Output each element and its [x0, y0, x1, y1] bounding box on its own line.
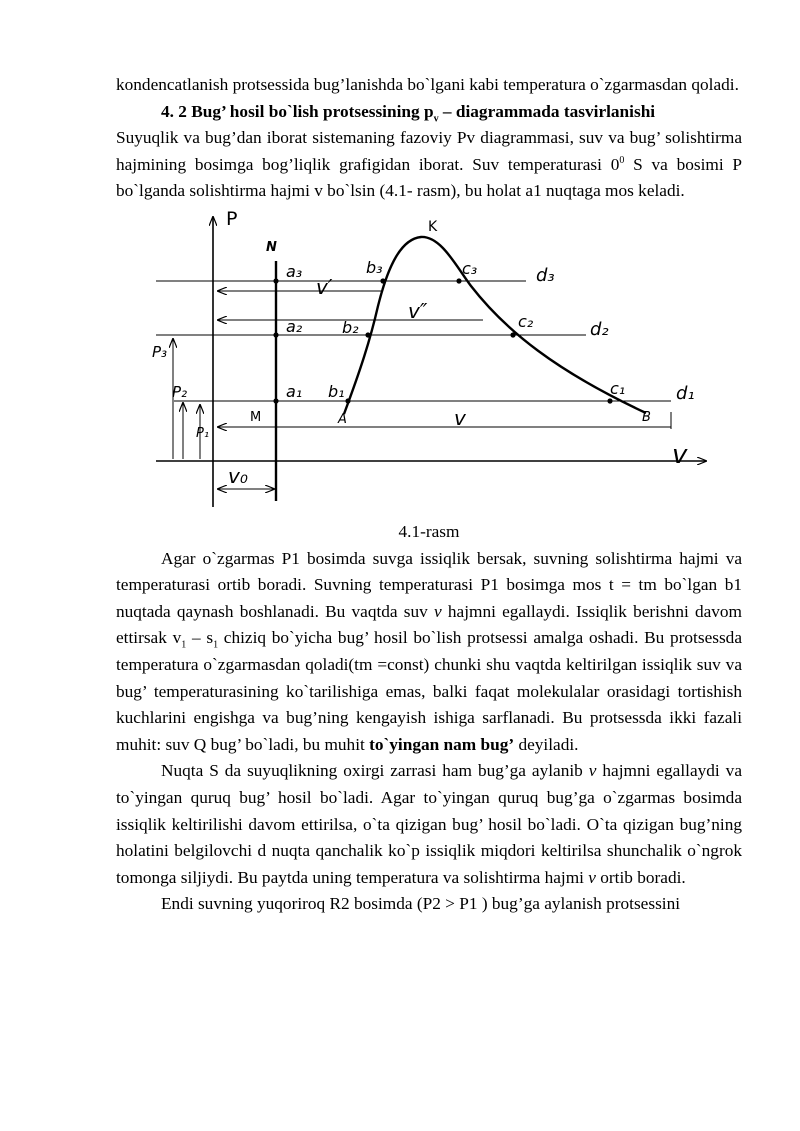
label-c3: c₃	[462, 258, 478, 278]
heading-prefix: 4. 2 Bug’ hosil bo`lish protsessining p	[161, 101, 434, 121]
point-c1	[607, 398, 612, 403]
paragraph-4: Endi suvning yuqoriroq R2 bosimda (P2 > P1 ) bug’ga aylanish protsessini	[161, 894, 681, 914]
paragraph-3-part2: hajmni egallaydi va to`yingan quruq bug’ hosil bo`ladi. Agar to`yingan quruq bug’ga o`zgarmas bosimda issiqlik keltirilishi davom ettirilsa, o`ta qizigan bug’ hosil bo`ladi. O`ta qizigan bug’ning holatini belgilovchi d nuqta qanchalik ko`p issiqlik miqdori keltirilsa shunchalik o`ngrok tomonga siljiydi. Bu paytda uning temperatura va solishtirma hajmi	[116, 761, 742, 887]
label-N: N	[266, 239, 277, 255]
section-heading	[116, 99, 742, 126]
heading-subscript: v	[433, 113, 439, 125]
point-c3	[456, 278, 461, 283]
label-P2: P₂	[172, 382, 188, 401]
point-a1	[273, 398, 278, 403]
label-v-prime: v′	[316, 274, 333, 299]
label-v-axis: v	[672, 439, 688, 470]
figure-caption: 4.1-rasm	[398, 521, 460, 541]
label-P3: P₃	[152, 342, 168, 361]
label-a2: a₂	[286, 316, 303, 336]
label-c2: c₂	[518, 311, 534, 331]
paragraph-1-part2: S va bosimi P bo`lganda solishtirma hajmi v bo`lsin (4.1- rasm), bu holat a1 nuqtaga mos keladi.	[116, 154, 742, 201]
paragraph-2-part5: deyiladi.	[514, 734, 579, 754]
label-a3: a₃	[286, 261, 303, 281]
label-P1: P₁	[196, 425, 210, 441]
pv-diagram	[116, 211, 742, 517]
paragraph-3-v1: v	[588, 761, 597, 781]
point-b3	[380, 278, 385, 283]
label-d1: d₁	[676, 382, 695, 404]
paragraph-3-part3: ortib boradi.	[595, 867, 686, 887]
paragraph-3	[116, 758, 742, 891]
label-a1: a₁	[286, 381, 303, 401]
label-K: K	[428, 218, 438, 235]
paragraph-2-bold-term: to`yingan nam bug’	[369, 734, 515, 754]
label-d3: d₃	[536, 264, 555, 286]
paragraph-2-v: v	[434, 601, 442, 621]
paragraph-2-part3: – s	[186, 628, 214, 648]
point-b2	[365, 332, 370, 337]
paragraph-2-part1: Agar o`zgarmas P1 bosimda suvga issiqlik bersak, suvning solishtirma hajmi va temperaturasi ortib boradi. Suvning temperaturasi P1 bosimga mos t = tm bo`lgan b1 nuqtada qaynash boshlanadi. Bu vaqtda suv	[116, 548, 742, 621]
point-a2	[273, 332, 278, 337]
paragraph-1	[116, 125, 742, 205]
document-page	[116, 72, 742, 918]
label-c1: c₁	[610, 378, 626, 398]
label-b3: b₃	[366, 257, 383, 277]
label-v: v	[454, 405, 466, 430]
paragraph-2-sub2: 1	[213, 639, 219, 651]
pv-diagram-figure	[116, 211, 742, 517]
paragraph-2	[116, 546, 742, 759]
label-d2: d₂	[590, 318, 609, 340]
point-a3	[273, 278, 278, 283]
paragraph-3-v2: v	[588, 867, 596, 887]
point-b1	[345, 398, 350, 403]
label-P: P	[226, 210, 238, 230]
label-v0: v₀	[228, 463, 248, 488]
label-b1: b₁	[328, 381, 345, 401]
intro-paragraph: kondencatlanish protsessida bug’lanishda bo`lgani kabi temperatura o`zgarmasdan qoladi.	[116, 75, 739, 94]
paragraph-2-part4: chiziq bo`yicha bug’ hosil bo`lish protsessi amalga oshadi. Bu protsessda temperatura o`zgarmasdan qoladi(tm =const) chunki shu vaqtda keltirilgan issiqlik suv va bug’ temperaturasining ko`tarilishiga emas, balki faqat molekulalar orasidagi tortishish kuchlarini engishga va bug’ning kengayish ishiga sarflanadi. Bu protsessda ikki fazali muhit: suv Q bug’ bo`ladi, bu muhit	[116, 628, 742, 754]
label-b2: b₂	[342, 317, 359, 337]
heading-suffix: – diagrammada tasvirlanishi	[438, 101, 656, 121]
point-c2	[510, 332, 515, 337]
paragraph-3-part1: Nuqta S da suyuqlikning oxirgi zarrasi ham bug’ga aylanib	[161, 761, 589, 781]
paragraph-1-part1: Suyuqlik va bug’dan iborat sistemaning fazoviy Pv diagrammasi, suv va bug’ solishtirma hajmining bosimga bog’liqlik grafigidan iborat. Suv temperaturasi 0	[116, 128, 742, 174]
paragraph-2-part2: hajmni egallaydi. Issiqlik berishni davom ettirsak v	[116, 601, 743, 648]
label-B: B	[642, 409, 651, 425]
label-v-double-prime: v″	[408, 298, 428, 323]
degree-superscript: 0	[619, 155, 625, 167]
paragraph-2-sub1: 1	[181, 639, 187, 651]
label-A: A	[338, 411, 347, 427]
label-M: M	[250, 409, 262, 425]
